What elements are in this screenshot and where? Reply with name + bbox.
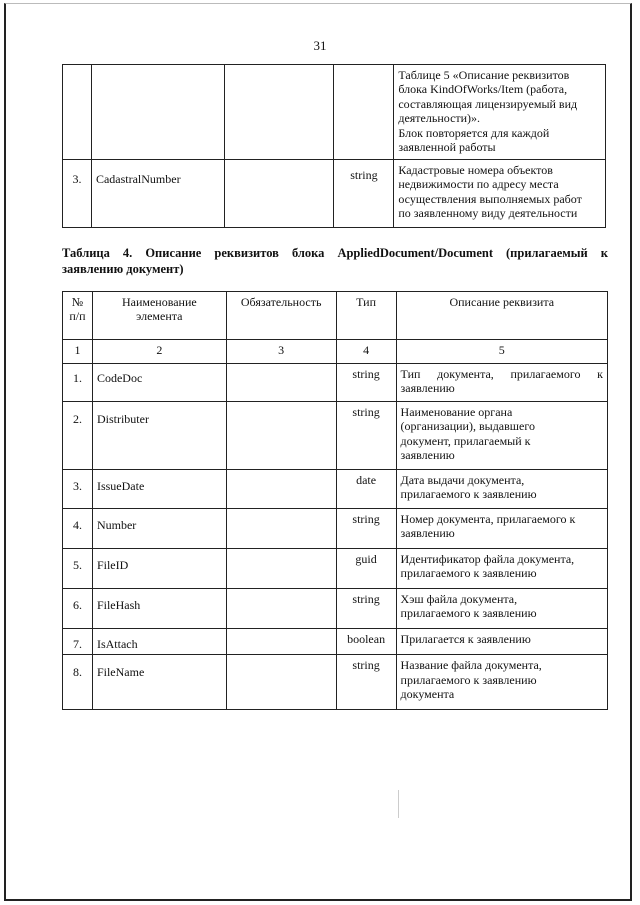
table-4 (62, 291, 608, 710)
index-cell: 4 (336, 340, 396, 364)
table-row (63, 549, 608, 589)
row-number-cell: 8. (63, 655, 93, 710)
row-number-cell: 4. (63, 509, 93, 549)
description-line: Кадастровые номера объектов (398, 163, 553, 177)
required-cell (226, 364, 336, 402)
row-number-cell: 5. (63, 549, 93, 589)
row-number-cell: 7. (63, 629, 93, 655)
row-number-cell (63, 65, 92, 160)
header-type: Тип (336, 292, 396, 340)
header-line: элемента (136, 309, 183, 324)
row-number-cell: 1. (63, 364, 93, 402)
element-name-cell: CodeDoc (92, 364, 226, 402)
description-line: прилагаемого к заявлению (400, 487, 537, 502)
index-cell: 3 (226, 340, 336, 364)
description-line: заявлению (400, 526, 455, 541)
header-line: Наименование (121, 295, 197, 309)
table-row (63, 402, 608, 470)
element-name-cell: IsAttach (92, 629, 226, 655)
required-cell (226, 509, 336, 549)
index-cell: 1 (63, 340, 93, 364)
type-cell: string (336, 589, 396, 629)
header-required: Обязательность (226, 292, 336, 340)
required-cell (226, 629, 336, 655)
required-cell (226, 470, 336, 509)
description-line: по заявленному виду деятельности (398, 206, 578, 221)
table-row (63, 364, 608, 402)
element-name-cell: Distributer (92, 402, 226, 470)
caption-line: Таблица 4. Описание реквизитов блока AppliedDocument/Document (прилагаемый к (62, 246, 608, 260)
type-cell: string (336, 509, 396, 549)
table-row (63, 509, 608, 549)
type-cell: guid (336, 549, 396, 589)
type-cell: boolean (336, 629, 396, 655)
description-cell (394, 65, 606, 160)
index-cell: 2 (92, 340, 226, 364)
description-line: документа (400, 687, 455, 702)
description-line: Блок повторяется для каждой (398, 125, 550, 140)
type-cell: string (336, 364, 396, 402)
description-line: (организации), выдавшего (400, 419, 535, 434)
header-element-name (92, 292, 226, 340)
element-name-cell (91, 65, 224, 160)
description-line: Прилагается к заявлению (400, 632, 531, 646)
table-row (63, 65, 606, 160)
element-name-cell: FileID (92, 549, 226, 589)
table-row (63, 470, 608, 509)
required-cell (226, 589, 336, 629)
header-line: п/п (69, 309, 86, 324)
required-cell (224, 65, 334, 160)
description-cell (396, 470, 607, 509)
element-name-cell: CadastralNumber (91, 160, 224, 228)
type-cell: string (336, 402, 396, 470)
required-cell (226, 402, 336, 470)
index-cell: 5 (396, 340, 607, 364)
required-cell (226, 549, 336, 589)
page-number: 31 (313, 38, 327, 53)
row-number-cell: 3. (63, 470, 93, 509)
table-row (63, 629, 608, 655)
description-line: блока KindOfWorks/Item (работа, (398, 82, 568, 97)
description-line: Таблице 5 «Описание реквизитов (398, 68, 570, 82)
description-line: Название файла документа, (400, 658, 542, 673)
description-cell (396, 589, 607, 629)
description-line: составляющая лицензируемый вид (398, 96, 578, 111)
description-line: Хэш файла документа, (400, 592, 518, 606)
description-cell (396, 549, 607, 589)
caption-line: заявлению документ) (62, 261, 184, 276)
table-4-caption (62, 246, 608, 277)
required-cell (226, 655, 336, 710)
table-row (63, 589, 608, 629)
description-line: деятельности)». (398, 111, 481, 126)
description-line: заявленной работы (398, 139, 496, 154)
description-line: заявлению (400, 381, 455, 396)
type-cell: string (334, 160, 394, 228)
description-line: осуществления выполняемых работ (398, 191, 582, 206)
description-cell (394, 160, 606, 228)
description-line: прилагаемого к заявлению (400, 606, 537, 621)
row-number-cell: 3. (63, 160, 92, 228)
continuation-table (62, 64, 606, 228)
element-name-cell: FileHash (92, 589, 226, 629)
description-line: прилагаемого к заявлению (400, 672, 537, 687)
header-description: Описание реквизита (396, 292, 607, 340)
element-name-cell: IssueDate (92, 470, 226, 509)
description-line: Номер документа, прилагаемого к (400, 512, 576, 526)
description-cell (396, 655, 607, 710)
description-line: недвижимости по адресу места (398, 177, 559, 192)
description-line: Наименование органа (400, 405, 513, 419)
description-cell (396, 402, 607, 470)
type-cell (334, 65, 394, 160)
description-line: Дата выдачи документа, (400, 473, 525, 487)
table-row (63, 655, 608, 710)
description-cell (396, 629, 607, 655)
scan-artifact-line (398, 790, 399, 818)
description-cell (396, 509, 607, 549)
description-line: документ, прилагаемый к (400, 433, 531, 448)
description-line: Идентификатор файла документа, (400, 552, 575, 566)
type-cell: date (336, 470, 396, 509)
description-line: прилагаемого к заявлению (400, 566, 537, 581)
required-cell (224, 160, 334, 228)
header-row (63, 292, 608, 340)
type-cell: string (336, 655, 396, 710)
row-number-cell: 6. (63, 589, 93, 629)
header-line: № (71, 295, 84, 309)
table-row (63, 160, 606, 228)
description-line: заявлению (400, 448, 455, 463)
index-row (63, 340, 608, 364)
row-number-cell: 2. (63, 402, 93, 470)
header-number (63, 292, 93, 340)
description-line: Тип документа, прилагаемого к (400, 367, 603, 381)
description-cell (396, 364, 607, 402)
element-name-cell: FileName (92, 655, 226, 710)
element-name-cell: Number (92, 509, 226, 549)
